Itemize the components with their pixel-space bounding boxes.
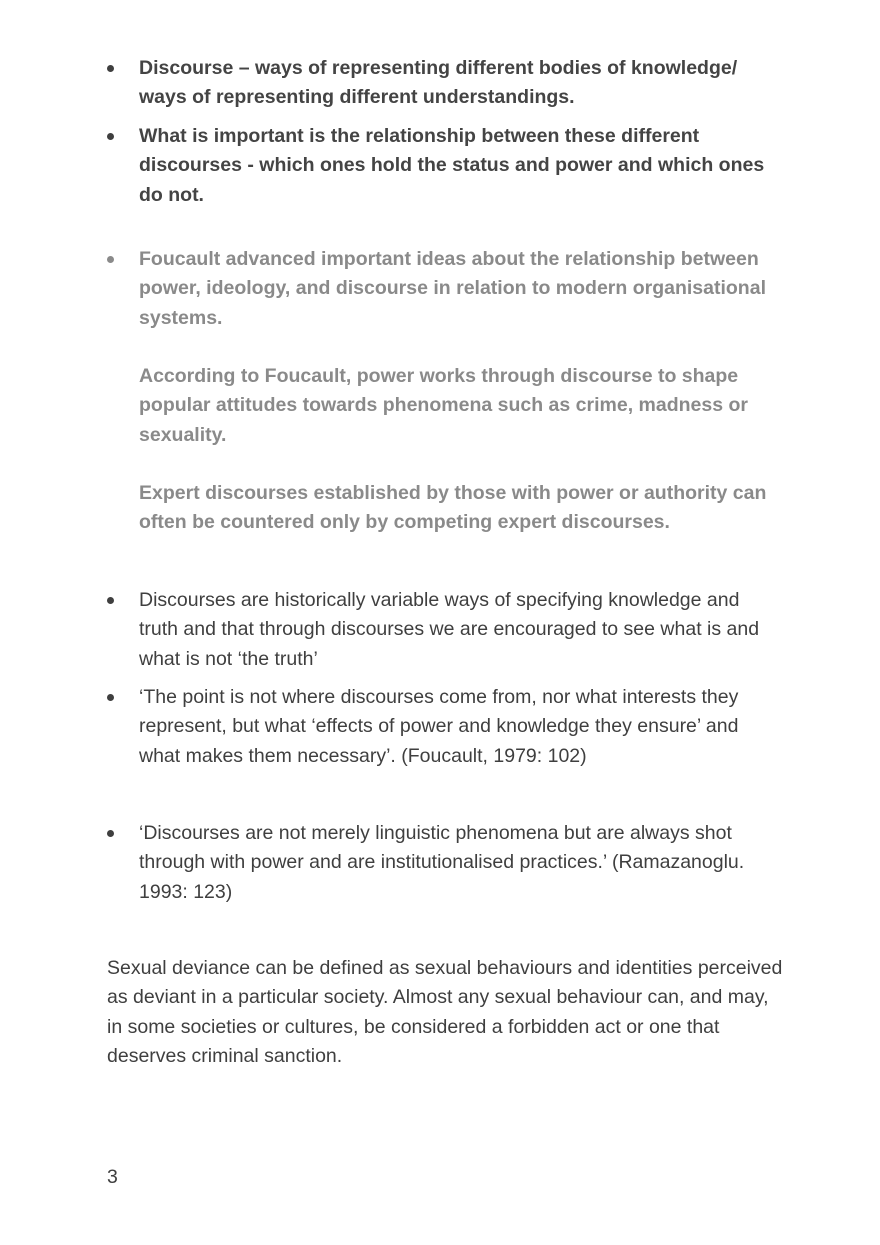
bullet-foucault-ideas <box>107 245 782 333</box>
page-number: 3 <box>107 1166 118 1188</box>
foucault-power-paragraph: According to Foucault, power works through discourse to shape popular attitudes towards phenomena such as crime, madness or sexuality. <box>139 365 748 446</box>
bullet-ramazanoglu-quote <box>107 819 782 907</box>
bullet-dot-icon <box>107 65 114 72</box>
bullet-dot-icon <box>107 694 114 701</box>
bullet-text: Discourse – ways of representing different bodies of knowledge/ ways of representing different understandings. <box>139 57 738 109</box>
bullet-discourses-truth <box>107 586 782 674</box>
bullet-dot-icon <box>107 133 114 140</box>
bullet-dot-icon <box>107 830 114 837</box>
bullet-text: ‘Discourses are not merely linguistic phenomena but are always shot through with power and are institutionalised practices.’ (Ramazanoglu. 1993: 123) <box>139 822 745 903</box>
bullet-discourse-relationship <box>107 122 782 210</box>
bullet-text: ‘The point is not where discourses come from, nor what interests they represent, but what ‘effects of power and knowledge they ensure’ and what makes them necessary’. (Foucault, 1979: 102) <box>139 686 739 767</box>
bullet-dot-icon <box>107 256 114 263</box>
bullet-text: Foucault advanced important ideas about the relationship between power, ideology, and discourse in relation to modern organisational systems. <box>139 248 766 329</box>
bullet-text: What is important is the relationship between these different discourses - which ones hold the status and power and which ones do not. <box>139 125 765 206</box>
bullet-foucault-quote <box>107 683 782 771</box>
sexual-deviance-paragraph: Sexual deviance can be defined as sexual behaviours and identities perceived as deviant in a particular society. Almost any sexual behaviour can, and may, in some societies or cultures, be considered a forbidden act or one that deserves criminal sanction. <box>107 957 783 1067</box>
bullet-discourse-definition <box>107 54 782 113</box>
expert-discourses-paragraph: Expert discourses established by those with power or authority can often be countered only by competing expert discourses. <box>139 482 767 534</box>
bullet-text: Discourses are historically variable ways of specifying knowledge and truth and that through discourses we are encouraged to see what is and what is not ‘the truth’ <box>139 589 760 670</box>
bullet-dot-icon <box>107 597 114 604</box>
